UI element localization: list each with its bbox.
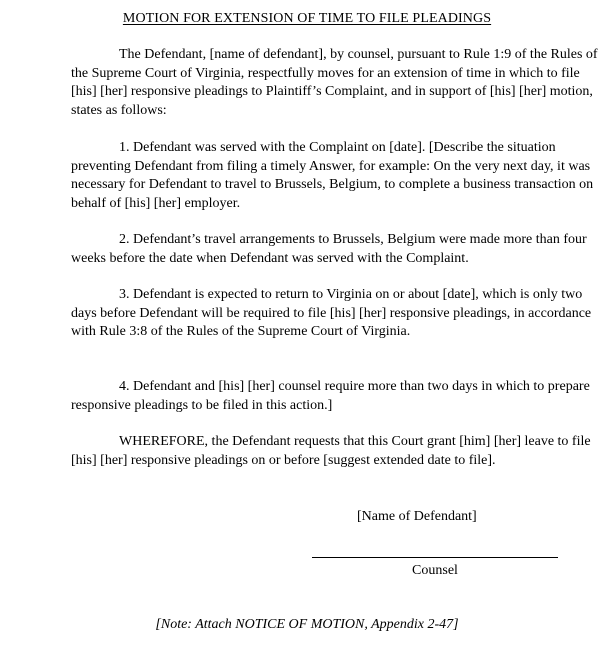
numbered-paragraph-3: 3. Defendant is expected to return to Virginia on or about [date], which is only two days before Defendant will be required to file [his] [her] responsive pleadings, in accordance with Rule 3:8 of the Rules of the Supreme Court of Virginia.	[71, 287, 592, 340]
document-title: MOTION FOR EXTENSION OF TIME TO FILE PLEADINGS	[122, 11, 492, 26]
numbered-paragraph-1: 1. Defendant was served with the Complaint on [date]. [Describe the situation preventing Defendant from filing a timely Answer, for example: On the very next day, it was necessary for Defendant to travel to Brussels, Belgium, to complete a business transaction on behalf of [his] [her] employer.	[71, 140, 594, 211]
attachment-note: [Note: Attach NOTICE OF MOTION, Appendix 2-47]	[155, 617, 459, 632]
intro-paragraph: The Defendant, [name of defendant], by counsel, pursuant to Rule 1:9 of the Rules of the Supreme Court of Virginia, respectfully moves for an extension of time in which to file [his] [her] responsive pleadings to Plaintiff’s Complaint, and in support of [his] [her] motion, states as follows:	[71, 47, 598, 118]
signature-label: Counsel	[412, 563, 458, 578]
numbered-paragraph-4: 4. Defendant and [his] [her] counsel require more than two days in which to prepare responsive pleadings to be filed in this action.]	[71, 379, 590, 413]
signature-name: [Name of Defendant]	[357, 509, 477, 524]
numbered-paragraph-2: 2. Defendant’s travel arrangements to Brussels, Belgium were made more than four weeks before the date when Defendant was served with the Complaint.	[71, 232, 587, 266]
wherefore-paragraph: WHEREFORE, the Defendant requests that this Court grant [him] [her] leave to file [his] [her] responsive pleadings on or before [suggest extended date to file].	[71, 434, 591, 468]
signature-line	[312, 557, 558, 558]
